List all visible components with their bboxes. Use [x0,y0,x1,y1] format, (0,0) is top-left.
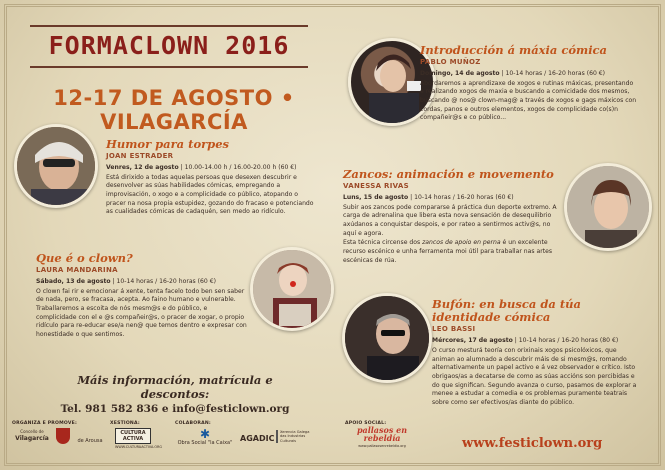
workshop-magic [420,44,638,123]
logo-agadic: AGADIC [240,434,275,443]
photo-leo-bassi [342,293,432,383]
poster-dates: 12-17 DE AGOSTO • VILAGARCÍA [53,86,295,134]
workshop-humor-date: Venres, 12 de agosto [106,164,179,172]
photo-laura-mandarina [250,247,334,331]
title-bar-top [30,25,308,27]
workshop-stilts-text-2c: é un excelente recurso escénico e unha ferramenta moi útil para traballar nas artes escénicas de rúa. [343,239,553,264]
logo-xunta: Xerencia Galega das Industrias Culturais [276,430,312,443]
workshop-magic-text: Abordaremos a aprendizaxe de xogos e rutinas máxicas, presentando e realizando xogos de maxia e buscando a comicidade dos mesmos, buscando @ nos@ clown-mag@ a través de xogos e gags máxicos con cordas, panos e outros elementos, xogos de complicidade co(s)n compañeir@s e co público... [420,79,637,122]
workshop-bufon-text: O curso mesturá teoría con orixinais xogos psicolóxicos, que animan ao alumnado a descubrir máis de si mesm@s, romando alternativamente un papel activo e á vez observador e crítico. Isto obrigaos/as a decatarse de como as súas accións son percibidas e do que significan. Segundo avanza o curso, pasamos de explorar a menee a estudar a comedia e os problemas puramente teatrais sobre como ser efectivos/as diante do público. [432,347,637,406]
workshop-magic-title: Introducción á máxia cómica [420,43,608,57]
label-apoio: APOIO SOCIAL: [345,421,387,426]
label-colaboran: COLABORAN: [175,421,211,426]
workshop-stilts-date: Luns, 15 de agosto [343,194,409,202]
workshop-bufon-teacher: LEO BASSI [432,325,476,334]
poster-title: FORMACLOWN 2016 [48,31,290,60]
caixa-star-icon: ✱ [199,427,211,441]
workshop-clown-schedule [36,278,248,287]
workshop-humor-hours: | 10.00-14.00 h / 16.00-20.00 h (60 €) [180,164,297,172]
workshop-bufon [432,298,640,408]
workshop-clown-teacher: LAURA MANDARINA [36,266,118,275]
concello-name: Vilagarcía [15,434,49,442]
website-link[interactable]: www.festiclown.org [462,436,603,451]
info-heading: Máis información, matrícula e descontos: [77,373,273,401]
workshop-stilts-teacher: VANESSA RIVAS [343,182,409,191]
workshop-stilts-hours: | 10-14 horas / 16-20 horas (60 €) [410,194,514,202]
workshop-bufon-date: Mércores, 17 de agosto [432,337,513,345]
workshop-clown [36,252,248,340]
workshop-humor-title: Humor para torpes [106,137,230,151]
workshop-clown-text: O clown fai rir e emocionar á xente, tenta facelo todo ben sen saber de nada, pero, se fracasa, acepta. Ao faino humano e vulnerable. Traballaremos a escoita de nós mesm@s e do público, e complicidade con el e @s compañeir@s, o pracer de xogar, o propio ridículo para re-educar ese/a nen@ que temos dentro e expresar con honestidade o que sentimos. [36,287,247,338]
workshop-magic-date: Domingo, 14 de agosto [420,70,500,78]
workshop-stilts-text-2b: zancos de apoio en perna [422,239,501,247]
workshop-clown-hours: | 10-14 horas / 16-20 horas (60 €) [112,278,216,286]
logo-arousa: de Arousa [77,438,103,444]
workshop-humor-schedule [106,164,318,173]
logo-caixa [176,428,234,446]
workshop-stilts-title: Zancos: animación e movemento [343,167,554,181]
cultura-url: WWW.CULTURAACTIVA.ORG [115,445,162,449]
photo-joan-estrader [14,124,98,208]
workshop-humor-teacher: JOAN ESTRADER [106,152,174,161]
workshop-clown-date: Sábado, 13 de agosto [36,278,111,286]
workshop-stilts-text-2a: Esta técnica circense dos [343,239,423,247]
logo-shield [56,428,70,444]
logo-cultura-activa [115,428,162,449]
workshop-stilts-text: Subir aos zancos pode compararse á práctica dun deporte extremo. A carga de adrenalina que libera esta nova sensación de desequilibrio axúdanos a conquistar despois, e por rateo a sentirmos activ@s, no aquí e agora. [343,203,557,237]
workshop-stilts [343,168,565,265]
caixa-label: Obra Social "la Caixa" [177,440,233,446]
title-bar-bottom [30,66,308,68]
workshop-humor [106,138,318,217]
workshop-bufon-hours: | 10-14 horas / 16-20 horas (80 €) [514,337,619,345]
workshop-magic-teacher: PABLO MUÑOZ [420,58,481,67]
info-contact[interactable]: Tel. 981 582 836 e info@festiclown.org [60,403,290,415]
label-xestiona: XESTIONA: [110,421,140,426]
concello-label: Concello de [20,429,44,434]
workshop-bufon-schedule [432,337,640,346]
contact-info [44,373,306,415]
workshop-stilts-text-2 [343,239,565,265]
label-organiza: ORGANIZA E PROMOVE: [12,421,78,426]
pallasos-label: pallasos en rebeldía [356,425,408,443]
photo-vanessa-rivas [564,163,652,251]
workshop-humor-text: Está dirixido a todas aquelas persoas que desexen descubrir e desenvolver as súas habilidades cómicas, empregando a improvisación, o xogo e a complicidade co público, atopando o pracer na nosa propia estupidez, gozando do fracaso e potenciando as cualidades cómicas de cadaquén, sen medo ao ridículo. [106,173,314,216]
workshop-magic-schedule [420,70,638,79]
workshop-magic-hours: | 10-14 horas / 16-20 horas (60 €) [501,70,606,78]
workshop-stilts-schedule [343,194,565,203]
workshop-clown-title: Que é o clown? [36,251,133,265]
workshop-bufon-title: Bufón: en busca da túa identidade cómica [432,297,581,325]
logo-pallasos [354,426,410,448]
cultura-label: CULTURA ACTIVA [115,428,151,444]
logo-concello [10,430,54,442]
pallasos-url: www.pallasosenrebeldia.org [358,444,406,448]
